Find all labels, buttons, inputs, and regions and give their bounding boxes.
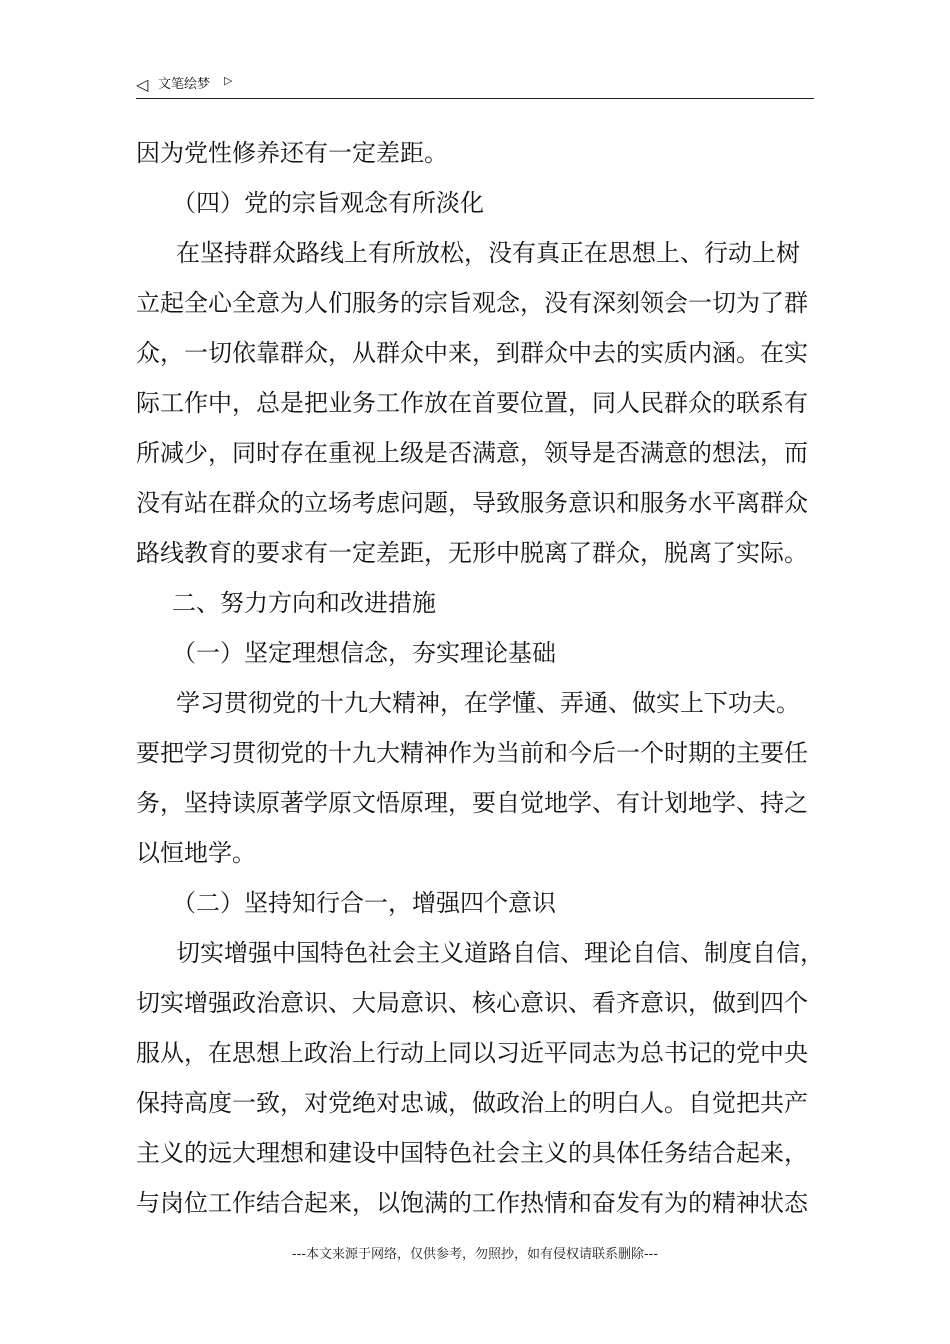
document-body: [136, 128, 824, 1228]
paragraph-line: 所减少，同时存在重视上级是否满意，领导是否满意的想法，而: [136, 439, 808, 467]
section-heading: （四）党的宗旨观念有所淡化: [172, 189, 484, 217]
paragraph-line: 学习贯彻党的十九大精神，在学懂、弄通、做实上下功夫。: [176, 689, 800, 717]
triangle-right-icon: ▷: [224, 74, 233, 87]
paragraph-line: 服从，在思想上政治上行动上同以习近平同志为总书记的党中央: [136, 1039, 808, 1067]
paragraph-line: 因为党性修养还有一定差距。: [136, 139, 448, 167]
paragraph-line: 切实增强中国特色社会主义道路自信、理论自信、制度自信，: [176, 939, 824, 967]
paragraph-line: 以恒地学。: [136, 839, 256, 867]
subsection-heading: （一）坚定理想信念，夯实理论基础: [172, 639, 556, 667]
paragraph-line: 立起全心全意为人们服务的宗旨观念，没有深刻领会一切为了群: [136, 289, 808, 317]
paragraph-line: 众，一切依靠群众，从群众中来，到群众中去的实质内涵。在实: [136, 339, 808, 367]
paragraph-line: 路线教育的要求有一定差距，无形中脱离了群众，脱离了实际。: [136, 539, 808, 567]
paragraph-line: 与岗位工作结合起来，以饱满的工作热情和奋发有为的精神状态: [136, 1189, 808, 1217]
paragraph-line: 主义的远大理想和建设中国特色社会主义的具体任务结合起来，: [136, 1139, 808, 1167]
paragraph-line: 没有站在群众的立场考虑问题，导致服务意识和服务水平离群众: [136, 489, 808, 517]
page-header: [136, 74, 814, 99]
header-title: 文笔绘梦: [158, 77, 211, 92]
triangle-left-icon: ◁: [136, 75, 149, 94]
subsection-heading: （二）坚持知行合一，增强四个意识: [172, 889, 556, 917]
section-heading: 二、努力方向和改进措施: [172, 589, 436, 617]
paragraph-line: 切实增强政治意识、大局意识、核心意识、看齐意识，做到四个: [136, 989, 808, 1017]
paragraph-line: 务，坚持读原著学原文悟原理，要自觉地学、有计划地学、持之: [136, 789, 808, 817]
page-footer: ---本文来源于网络，仅供参考，勿照抄，如有侵权请联系删除---: [291, 1247, 659, 1262]
paragraph-line: 在坚持群众路线上有所放松，没有真正在思想上、行动上树: [176, 239, 800, 267]
paragraph-line: 要把学习贯彻党的十九大精神作为当前和今后一个时期的主要任: [136, 739, 808, 767]
paragraph-line: 保持高度一致，对党绝对忠诚，做政治上的明白人。自觉把共产: [136, 1089, 808, 1117]
paragraph-line: 际工作中，总是把业务工作放在首要位置，同人民群众的联系有: [136, 389, 808, 417]
